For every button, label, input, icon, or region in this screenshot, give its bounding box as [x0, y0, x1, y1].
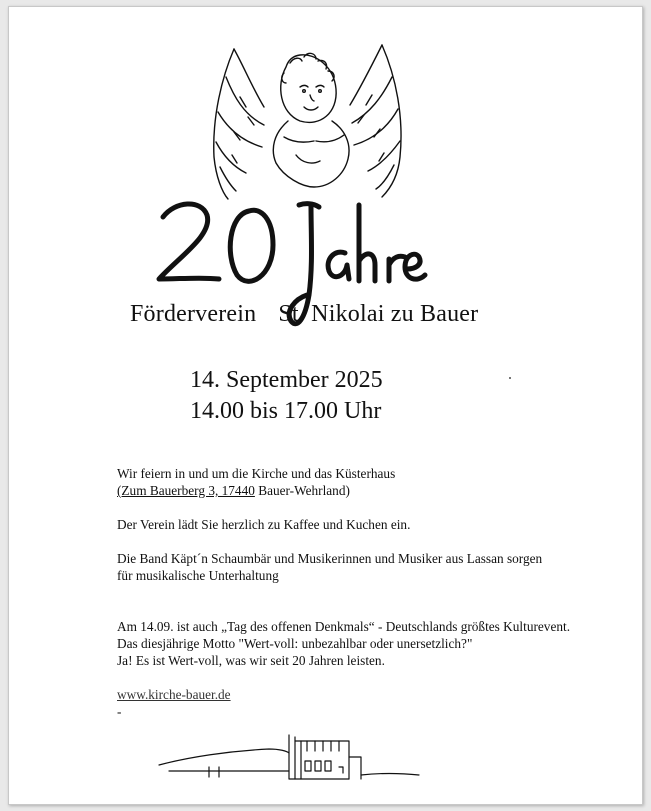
verein-name-part1: Förderverein — [130, 301, 257, 327]
denkmal-line-1: Am 14.09. ist auch „Tag des offenen Denkmals“ - Deutschlands größtes Kulturevent. — [117, 619, 571, 634]
event-date-block — [190, 365, 383, 427]
dash-text: - — [117, 704, 122, 719]
angel-drawing-icon — [204, 37, 414, 212]
denkmal-line-3: Ja! Es ist Wert-voll, was wir seit 20 Jahren leisten. — [117, 653, 385, 668]
website-link[interactable]: www.kirche-bauer.de — [117, 687, 231, 702]
coffee-line: Der Verein lädt Sie herzlich zu Kaffee und Kuchen ein. — [117, 517, 411, 532]
intro-line: Wir feiern in und um die Kirche und das Küsterhaus — [117, 466, 396, 481]
address-line — [117, 482, 617, 499]
event-date: 14. September 2025 — [190, 367, 383, 393]
band-line-2: für musikalische Unterhaltung — [117, 568, 279, 583]
event-time: 14.00 bis 17.00 Uhr — [190, 398, 382, 424]
church-sketch-icon — [149, 727, 429, 787]
event-description — [117, 465, 617, 720]
stray-dot — [509, 377, 511, 379]
verein-title — [130, 301, 550, 328]
denkmal-line-2: Das diesjährige Motto "Wert-voll: unbezahlbar oder unersetzlich?" — [117, 636, 473, 651]
address-rest: Bauer-Wehrland) — [254, 483, 350, 498]
verein-name-part2: St. Nikolai zu Bauer — [278, 301, 479, 327]
flyer-page — [8, 6, 643, 805]
address-link[interactable]: (Zum Bauerberg 3, 17440 — [117, 483, 255, 498]
band-line-1: Die Band Käpt´n Schaumbär und Musikerinnen und Musiker aus Lassan sorgen — [117, 551, 543, 566]
